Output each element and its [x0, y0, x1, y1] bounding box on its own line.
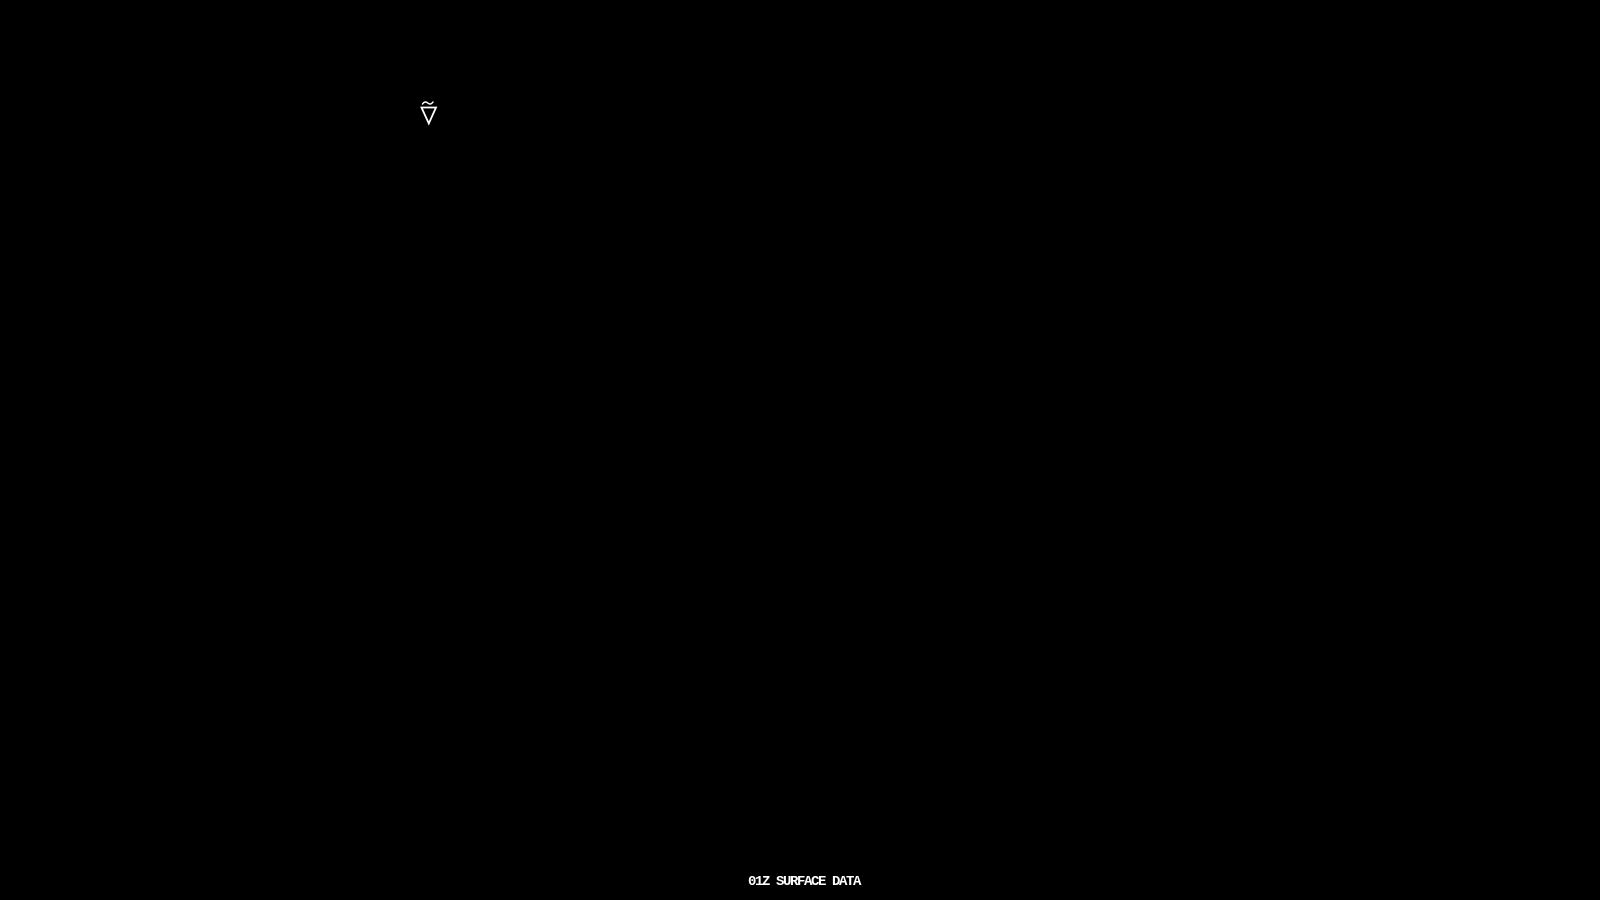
- station-weather-shower-icon: [418, 97, 440, 127]
- inverted-triangle-icon: [422, 108, 437, 124]
- tilde-mark-icon: [423, 102, 434, 104]
- map-caption: 01Z SURFACE DATA: [747, 874, 861, 890]
